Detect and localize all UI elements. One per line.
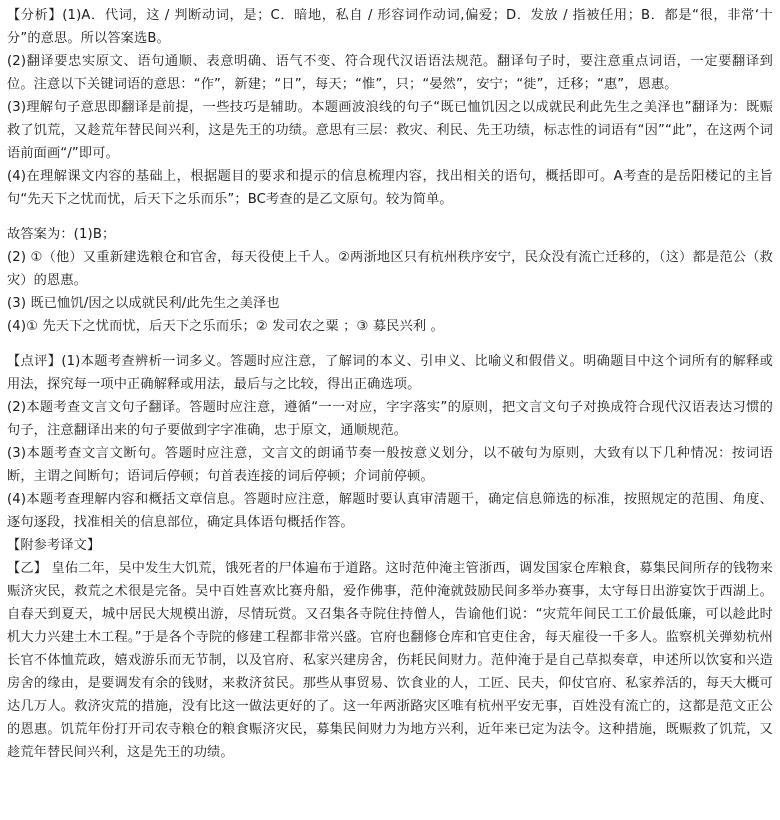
review-paragraph-4: (4)本题考查理解内容和概括文章信息。答题时应注意，解题时要认真审清题干，确定信息筛选的标准，按照规定的范围、角度、逐句逐段，找准相关的信息部位，确定具体语句概括作答。 (7, 492, 773, 530)
translation-section (7, 534, 773, 764)
analysis-paragraph-4: (4)在理解课文内容的基础上，根据题目的要求和提示的信息梳理内容，找出相关的语句，概括即可。A考查的是岳阳楼记的主旨句“先天下之忧而忧，后天下之乐而乐”；BC考查的是乙文原句。较为简单。 (7, 169, 773, 207)
review-paragraph-2: (2)本题考查文言文句子翻译。答题时应注意，遵循“一一对应，字字落实”的原则，把文言文句子对换成符合现代汉语表达习惯的句子，注意翻译出来的句子要做到字字准确，忠于原文，通顺规范。 (7, 400, 773, 438)
answer-2: (2) ①（他）又重新建选粮仓和官舍，每天役使上千人。②两浙地区只有杭州秩序安宁，民众没有流亡迁移的，（这）都是范公（救灾）的恩惠。 (7, 250, 773, 288)
answer-section (7, 223, 773, 338)
analysis-paragraph-3: (3)理解句子意思即翻译是前提，一些技巧是辅助。本题画波浪线的句子“既已恤饥因之以成就民利此先生之美泽也”翻译为：既赈救了饥荒，又趁荒年替民间兴利，这是先王的功绩。意思有三层：救灾、利民、先王功绩，标志性的词语有“因”“此”，在这两个词语前面画“/”即可。 (7, 100, 773, 161)
answer-title: 故答案为：(1)B； (7, 227, 116, 242)
answer-4: (4)① 先天下之忧而忧，后天下之乐而乐；② 发司农之粟 ；③ 募民兴利 。 (7, 319, 444, 334)
analysis-section (7, 4, 773, 211)
answer-3: (3) 既已恤饥/因之以成就民利/此先生之美泽也 (7, 296, 280, 311)
spacer (7, 338, 773, 350)
translation-heading: 【附参考译文】 (7, 538, 101, 553)
spacer (7, 211, 773, 223)
review-paragraph-1: 【点评】(1)本题考查辨析一词多义。答题时应注意，了解词的本义、引申义、比喻义和假借义。明确题目中这个词所有的解释或用法，探究每一项中正确解释或用法，最后与之比较，得出正确选项。 (7, 354, 773, 392)
analysis-paragraph-1: 【分析】(1)A．代词，这 / 判断动词，是；C．暗地，私自 / 形容词作动词,偏爱；D．发放 / 指被任用；B．都是“很，非常‘十分”的意思。所以答案选B。 (7, 8, 773, 46)
review-section (7, 350, 773, 534)
review-paragraph-3: (3)本题考查文言文断句。答题时应注意，文言文的朗诵节奏一般按意义划分，以不破句为原则，大致有以下几种情况：按词语断，主谓之间断句；语词后停顿；句首表连接的词后停顿；介词前停顿。 (7, 446, 773, 484)
translation-body: 【乙】 皇佑二年，吴中发生大饥荒，饿死者的尸体遍布于道路。这时范仲淹主管浙西，调发国家仓库粮食，募集民间所存的钱物来赈济灾民，救荒之术很是完备。吴中百姓喜欢比赛舟船，爱作佛事，范仲淹就鼓励民间多举办赛事，太守每日出游宴饮于西湖上。自春天到夏天，城中居民大规模出游，尽情玩赏。又召集各寺院住持僧人，告谕他们说：“灾荒年间民工工价最低廉，可以趁此时机大力兴建土木工程。”于是各个寺院的修建工程都非常兴盛。官府也翻修仓库和官吏住舍，每天雇役一千多人。监察机关弹劾杭州长官不体恤荒政，嬉戏游乐而无节制，以及官府、私家兴建房舍，伤耗民间财力。范仲淹于是自己草拟奏章，申述所以饮宴和兴造房舍的缘由，是要调发有余的钱财，来救济贫民。那些从事贸易、饮食业的人，工匠、民夫，仰仗官府、私家养活的，每天大概可达几万人。救济灾荒的措施，没有比这一做法更好的了。这一年两浙路灾区唯有杭州平安无事，百姓没有流亡的，这都是范文正公的恩惠。饥荒年份打开司农寺粮仓的粮食赈济灾民，募集民间财力为地方兴利，近年来已定为法令。这种措施，既赈救了饥荒，又趁荒年替民间兴利，这是先王的功绩。 (7, 561, 773, 760)
analysis-paragraph-2: (2)翻译要忠实原文、语句通顺、表意明确、语气不变、符合现代汉语语法规范。翻译句子时，要注意重点词语，一定要翻译到位。注意以下关键词语的意思：“作”，新建；“日”，每天；“惟”，只；“晏然”，安宁；“徙”，迁移；“惠”，恩惠。 (7, 54, 773, 92)
